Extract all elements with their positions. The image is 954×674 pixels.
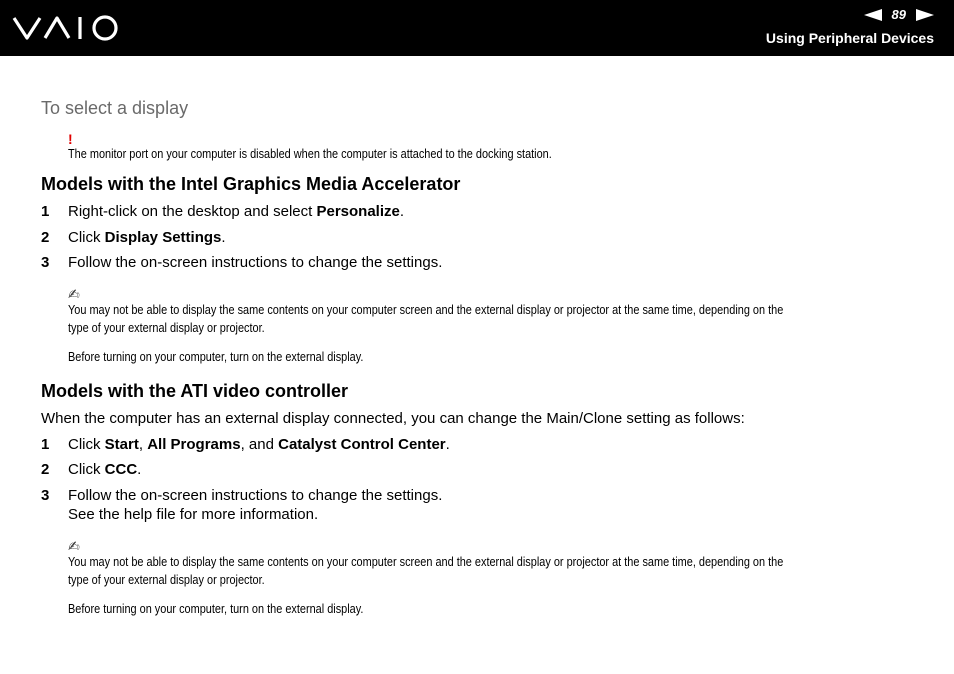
section-title: Using Peripheral Devices	[765, 30, 934, 46]
page-header	[0, 0, 954, 56]
intel-heading: Models with the Intel Graphics Media Accelerator	[41, 174, 461, 194]
note-pencil-icon: ✍	[68, 538, 80, 554]
next-page-arrow-icon[interactable]	[916, 9, 934, 21]
previous-page-arrow-icon[interactable]	[864, 9, 882, 21]
intel-note-line-2: type of your external display or projector.	[68, 320, 265, 335]
page-number: 89	[891, 7, 906, 22]
vaio-logo	[12, 13, 122, 48]
ati-step-3: Follow the on-screen instructions to change the settings.	[68, 487, 443, 504]
ati-step-1-number: 1	[41, 436, 50, 453]
ati-note-line-1: You may not be able to display the same contents on your computer screen and the external display or projector at the same time, depending on the	[68, 554, 784, 569]
intel-step-2-number: 2	[41, 229, 50, 246]
ati-note-line-2: type of your external display or projector.	[68, 572, 265, 587]
warning-text: The monitor port on your computer is disabled when the computer is attached to the docking station.	[68, 146, 552, 161]
ati-step-2-number: 2	[41, 461, 50, 478]
intel-note-line-1: You may not be able to display the same contents on your computer screen and the external display or projector at the same time, depending on the	[68, 302, 784, 317]
ati-step-2: Click CCC.	[68, 461, 142, 478]
page-subheading: To select a display	[41, 98, 189, 118]
intel-step-2: Click Display Settings.	[68, 229, 226, 246]
intel-step-3-number: 3	[41, 254, 50, 271]
page-navigation	[864, 7, 934, 22]
ati-heading: Models with the ATI video controller	[41, 381, 349, 401]
ati-step-3-number: 3	[41, 487, 50, 504]
ati-step-3-sub: See the help file for more information.	[68, 506, 319, 523]
ati-note-extra: Before turning on your computer, turn on the external display.	[68, 601, 364, 616]
warning-icon: !	[68, 131, 73, 147]
intel-step-1: Right-click on the desktop and select Personalize.	[68, 203, 405, 220]
ati-intro: When the computer has an external display connected, you can change the Main/Clone setting as follows:	[41, 410, 745, 427]
intel-note-extra: Before turning on your computer, turn on the external display.	[68, 349, 364, 364]
intel-step-1-number: 1	[41, 203, 50, 220]
note-pencil-icon: ✍	[68, 286, 80, 302]
intel-step-3: Follow the on-screen instructions to change the settings.	[68, 254, 443, 271]
ati-step-1: Click Start, All Programs, and Catalyst Control Center.	[68, 436, 450, 453]
